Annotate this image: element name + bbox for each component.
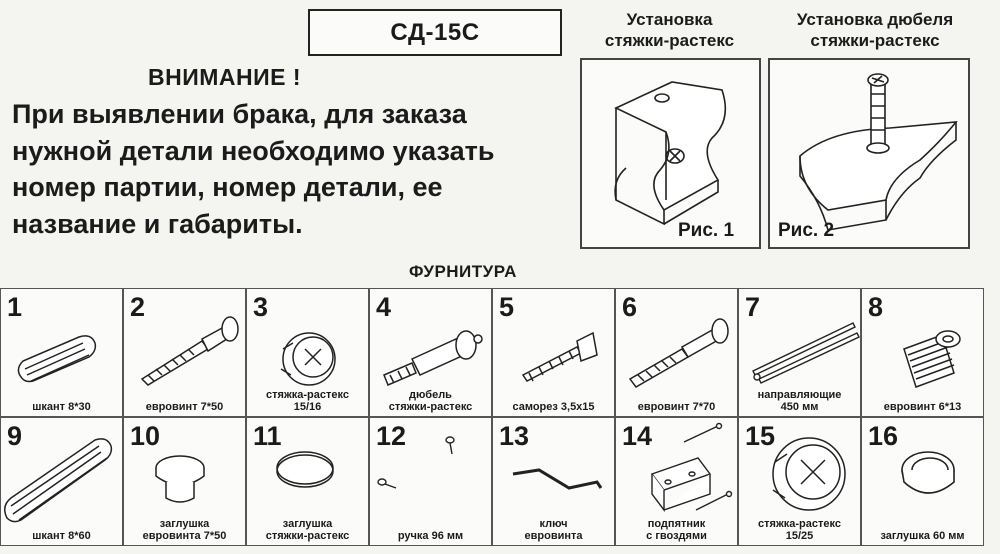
part-number: 11 [253, 421, 282, 451]
threaded-insert-icon [862, 289, 985, 418]
figure-2-panel [768, 58, 970, 249]
part-label-line: подпятник [647, 518, 706, 530]
part-label-line: шкант 8*60 [32, 530, 91, 542]
part-label-line: заглушка [159, 518, 210, 530]
part-label [493, 518, 614, 542]
part-label-line: евровинт 7*50 [145, 401, 224, 413]
part-label-line: 450 мм [780, 401, 819, 413]
part-label [124, 401, 245, 413]
figure-1-panel [580, 58, 761, 249]
part-label [370, 389, 491, 413]
figure-1-title-line-2: стяжки-растекс [604, 31, 735, 50]
part-label-line: с гвоздями [646, 530, 707, 542]
part-cell-1 [0, 288, 123, 417]
part-label [862, 401, 983, 413]
figure-1-title [582, 9, 757, 51]
part-number: 10 [130, 421, 161, 451]
part-label [493, 401, 614, 413]
part-label [862, 530, 983, 542]
part-label [370, 530, 491, 542]
model-code: СД-15С [390, 18, 480, 46]
part-cell-12 [369, 417, 492, 546]
dowel-installation-drawing-icon [770, 60, 968, 247]
notice-line: название и габариты. [12, 208, 303, 239]
part-label-line: заглушка 60 мм [880, 530, 965, 542]
notice-line: номер партии, номер детали, ее [12, 172, 443, 202]
part-number: 1 [7, 292, 23, 322]
part-number: 16 [868, 421, 899, 451]
part-label-line: направляющие [757, 389, 842, 401]
figure-2-title [770, 9, 980, 51]
part-cell-11 [246, 417, 369, 546]
part-number: 5 [499, 292, 515, 322]
part-cell-8 [861, 288, 984, 417]
part-label-line: стяжки-растекс [388, 401, 473, 413]
grommet-icon [862, 418, 985, 547]
notice-line: нужной детали необходимо указать [12, 135, 495, 166]
part-label [739, 518, 860, 542]
part-label [247, 389, 368, 413]
part-cell-14 [615, 417, 738, 546]
figure-2-title-line-1: Установка дюбеля [796, 10, 954, 29]
part-cell-2 [123, 288, 246, 417]
figure-1-title-line-1: Установка [626, 10, 713, 29]
part-number: 9 [7, 421, 23, 451]
wooden-dowel-icon [1, 289, 124, 418]
part-cell-7 [738, 288, 861, 417]
part-label-line: евровинта [524, 530, 583, 542]
euro-screw-icon [124, 289, 247, 418]
part-cell-13 [492, 417, 615, 546]
part-number: 4 [376, 292, 392, 322]
part-label-line: евровинт 7*70 [637, 401, 716, 413]
part-number: 12 [376, 421, 407, 451]
parts-grid [0, 288, 998, 546]
part-cell-4 [369, 288, 492, 417]
part-number: 2 [130, 292, 146, 322]
part-number: 13 [499, 421, 530, 451]
part-label-line: стяжки-растекс [265, 530, 350, 542]
figure-2-title-line-2: стяжки-растекс [810, 31, 940, 50]
part-label-line: ручка 96 мм [397, 530, 464, 542]
notice-line: При выявлении брака, для заказа [12, 99, 467, 129]
part-cell-9 [0, 417, 123, 546]
part-label [1, 401, 122, 413]
part-label-line: дюбель [409, 389, 452, 401]
part-cell-5 [492, 288, 615, 417]
part-cell-15 [738, 417, 861, 546]
part-label [1, 530, 122, 542]
part-cell-16 [861, 417, 984, 546]
part-label [616, 401, 737, 413]
part-number: 3 [253, 292, 269, 322]
part-cell-6 [615, 288, 738, 417]
model-code-box [308, 9, 562, 56]
part-label-line: стяжка-растекс [758, 518, 841, 530]
part-cell-3 [246, 288, 369, 417]
part-label-line: евровинта 7*50 [142, 530, 227, 542]
part-label-line: евровинт 6*13 [883, 401, 962, 413]
part-number: 8 [868, 292, 884, 322]
part-cell-10 [123, 417, 246, 546]
part-number: 15 [745, 421, 776, 451]
part-number: 14 [622, 421, 653, 451]
part-number: 6 [622, 292, 638, 322]
part-label-line: шкант 8*30 [32, 401, 91, 413]
part-label-line: ключ [539, 518, 568, 530]
euro-screw-long-icon [616, 289, 739, 418]
wood-screw-icon [493, 289, 616, 418]
part-label-line: стяжка-растекс [266, 389, 349, 401]
figure-1-caption: Рис. 1 [678, 220, 735, 241]
part-label-line: заглушка [282, 518, 333, 530]
cam-lock-installation-drawing-icon [582, 60, 759, 247]
part-label-line: саморез 3,5x15 [512, 401, 595, 413]
figure-2-caption: Рис. 2 [778, 220, 835, 241]
wooden-dowel-long-icon [1, 418, 124, 547]
part-label-line: 15/25 [785, 530, 814, 542]
part-number: 7 [745, 292, 761, 322]
part-label-line: 15/16 [293, 401, 322, 413]
handle-screws-icon [370, 418, 493, 547]
part-label [124, 518, 245, 542]
part-label [616, 518, 737, 542]
part-label [247, 518, 368, 542]
notice-heading: ВНИМАНИЕ ! [148, 64, 302, 90]
notice-text [12, 96, 572, 242]
parts-section-title: ФУРНИТУРА [409, 262, 517, 281]
part-label [739, 389, 860, 413]
